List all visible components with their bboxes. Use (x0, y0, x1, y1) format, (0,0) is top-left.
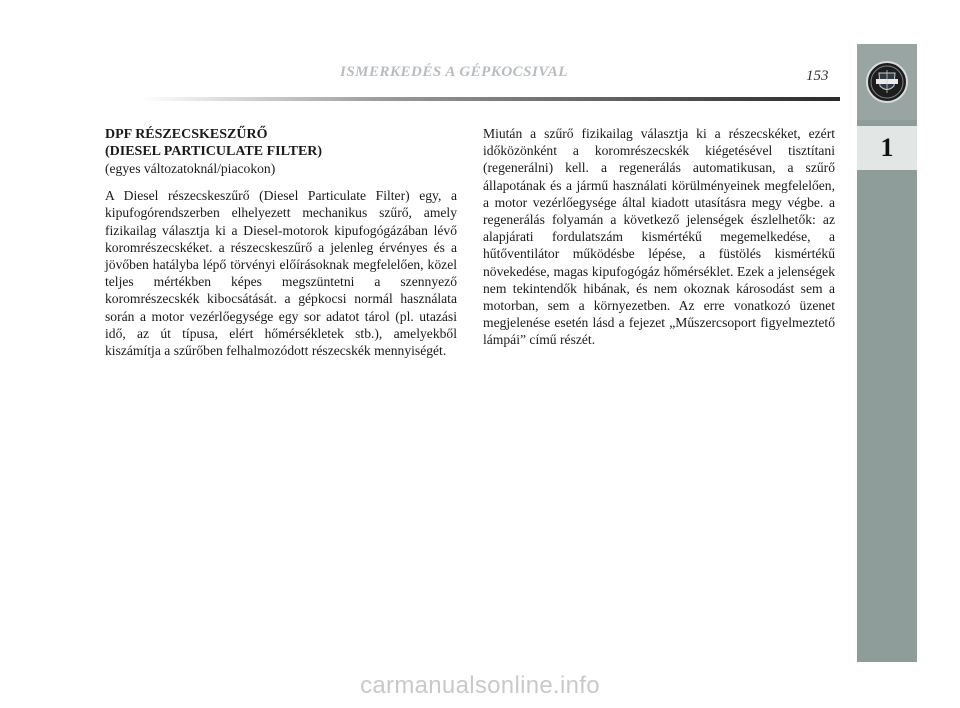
running-header-title: ISMERKEDÉS A GÉPKOCSIVAL (340, 64, 568, 80)
right-column (483, 125, 835, 349)
page-number: 153 (806, 68, 829, 84)
left-column (105, 126, 457, 359)
chapter-number: 1 (857, 126, 917, 170)
section-subtitle: (egyes változatoknál/piacokon) (105, 161, 276, 176)
body-paragraph-left: A Diesel részecskeszűrő (Diesel Particulate Filter) egy, a kipufogórendszerben elhelyezett mechanikus szűrő, amely fizikailag választja ki a Diesel-motorok kipufogógázában lévő koromrészecskéket. a részecskeszűrő a jelenleg érvényes és a jövőben hatályba lépő törvényi előírásoknak megfelelően, közel teljes mértékben képes megszüntetni a szennyező koromrészecskék kibocsátását. a gépkocsi normál használata során a motor vezérlőegysége egy sor adatot tárol (pl. utazási idő, az út típusa, elért hőmérsékletek stb.), amelyekből kiszámítja a szűrőben felhalmozódott részecskék mennyiségét. (105, 188, 457, 359)
logo-box (857, 44, 917, 120)
section-title-line-1: DPF RÉSZECSKESZŰRŐ (105, 127, 268, 142)
body-paragraph-right: Miután a szűrő fizikailag választja ki a részecskéket, ezért időközönként a koromrészecskék kiégetésével tisztítani (regenerálni) kell. a regenerálás automatikusan, a szűrő állapotának és a jármű használati körülményeinek megfelelően, a motor vezérlőegysége által kiadott utasításra megy végbe. a regenerálás folyamán a következő jelenségek észlelhetők: az alapjárati fordulatszám kismértékű megemelkedése, a hűtőventilátor működésbe lépése, a füstölés kismértékű növekedése, magas kipufogógáz hőmérséklet. Ezek a jelenségek nem tekintendők hibának, és nem okoznak károsodást sem a motorban, sem a környezetben. Az erre vonatkozó üzenet megjelenése esetén lásd a fejezet „Műszercsoport figyelmeztető lámpái” című részét. (483, 126, 835, 348)
watermark: carmanualsonline.info (360, 672, 600, 699)
section-title-line-2: (DIESEL PARTICULATE FILTER) (105, 144, 323, 159)
chapter-sidebar (857, 44, 917, 662)
header-rule (140, 97, 840, 101)
lancia-shield-icon (865, 60, 909, 104)
